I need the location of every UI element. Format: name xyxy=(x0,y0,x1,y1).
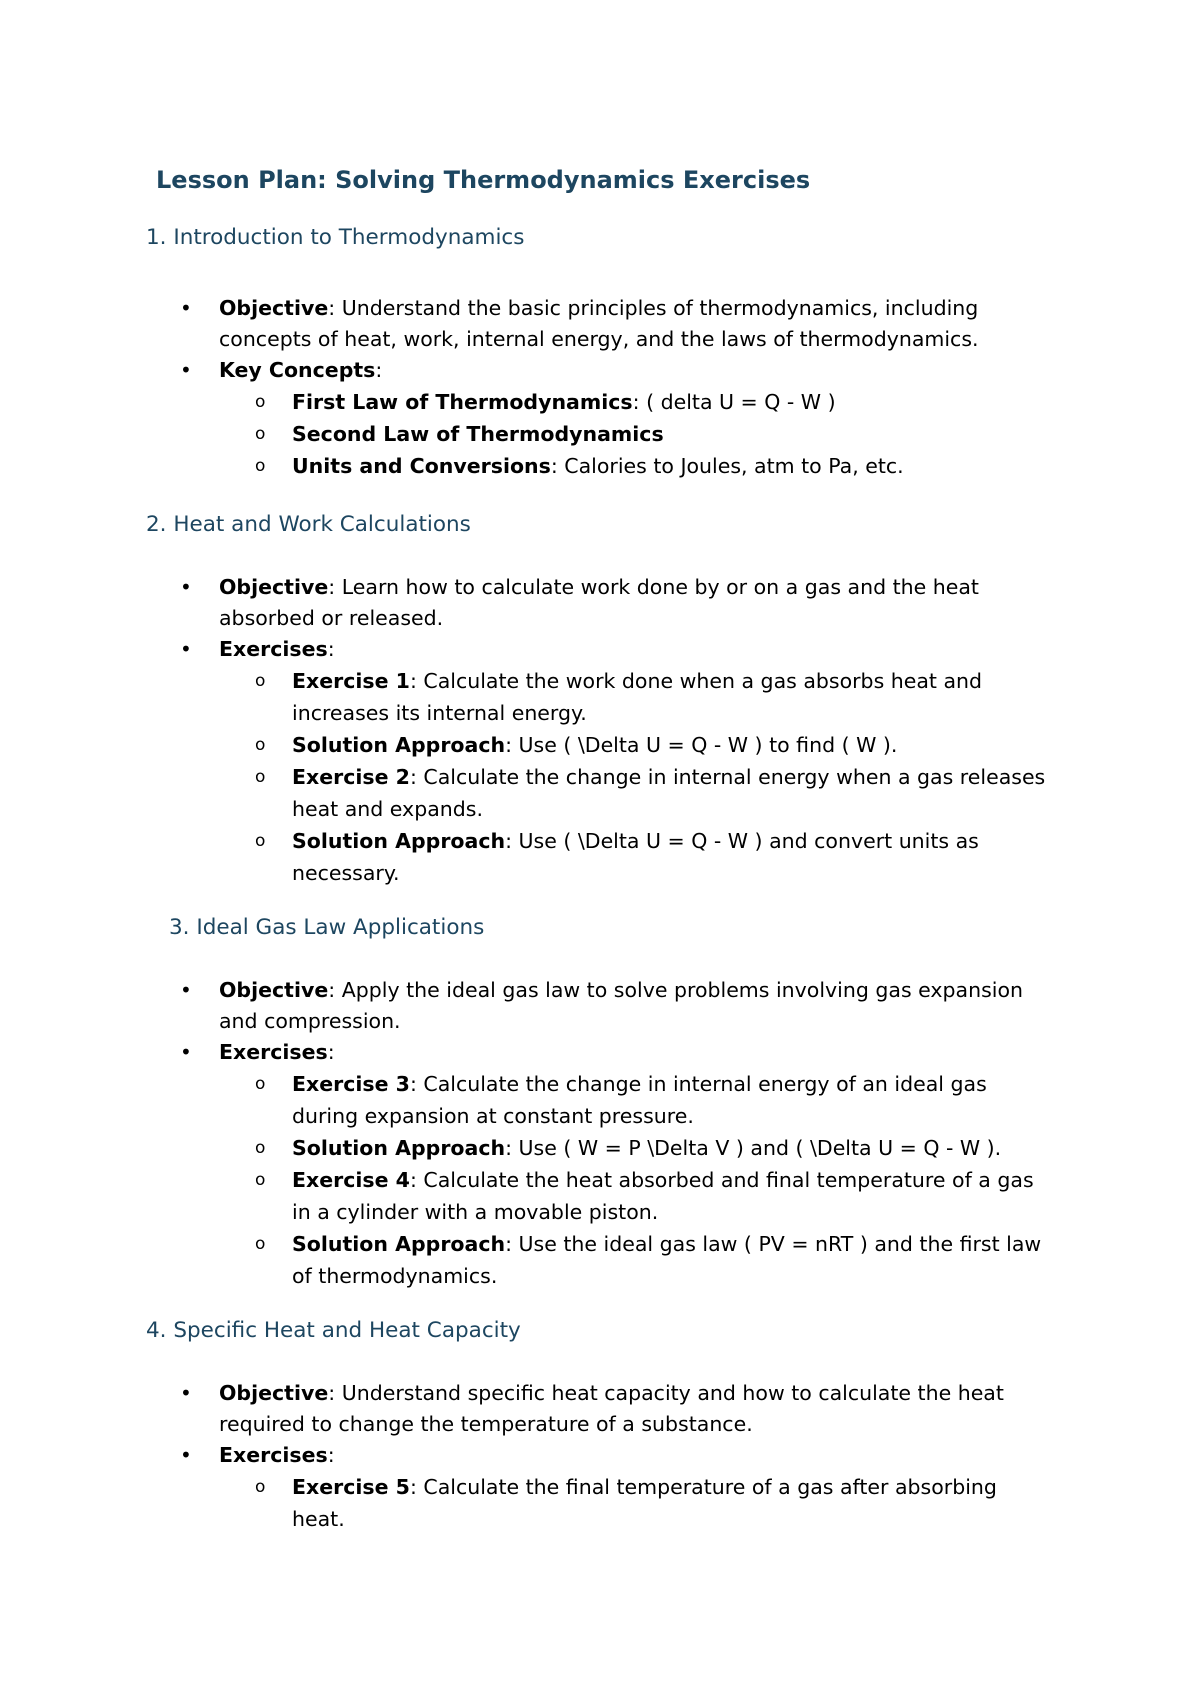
section-heading-2: 2. Heat and Work Calculations xyxy=(146,512,471,537)
sub-item-text: Use ( \Delta U = Q - W ) to find ( W ). xyxy=(518,733,898,757)
item-text: Understand specific heat capacity and how to calculate the heat required to change the temperature of a substance. xyxy=(219,1381,1004,1436)
sub-item-units xyxy=(219,450,1052,482)
section-1-objective xyxy=(0,293,1059,355)
sub-item-label: Solution Approach xyxy=(292,733,506,757)
sub-item-second-law xyxy=(219,418,1052,450)
bullet-icon: • xyxy=(180,358,192,382)
item-separator: : xyxy=(328,296,342,320)
bullet-icon: • xyxy=(180,637,192,661)
sub-item-exercise-3 xyxy=(219,1068,1052,1132)
item-label: Objective xyxy=(219,575,329,599)
circle-bullet-icon: o xyxy=(255,1074,266,1094)
item-label: Exercises xyxy=(219,1040,328,1064)
section-3-exercises xyxy=(0,1037,1059,1292)
circle-bullet-icon: o xyxy=(255,456,266,476)
sub-item-label: Solution Approach xyxy=(292,1136,506,1160)
sub-item-label: Exercise 2 xyxy=(292,765,410,789)
section-2-objective xyxy=(0,572,1059,634)
bullet-icon: • xyxy=(180,1443,192,1467)
circle-bullet-icon: o xyxy=(255,424,266,444)
circle-bullet-icon: o xyxy=(255,392,266,412)
sub-item-separator: : xyxy=(409,1072,424,1096)
sub-item-separator: : xyxy=(505,829,519,853)
bullet-icon: • xyxy=(180,296,192,320)
key-concepts-sublist xyxy=(219,386,1059,482)
sub-item-separator: : xyxy=(505,1136,519,1160)
sub-item-text: Calculate the heat absorbed and final temperature of a gas in a cylinder with a movable piston. xyxy=(292,1168,1034,1224)
exercises-sublist xyxy=(219,1068,1059,1292)
section-3-list xyxy=(0,975,1200,1292)
bullet-icon: • xyxy=(180,575,192,599)
item-label: Key Concepts xyxy=(219,358,376,382)
sub-item-separator: : xyxy=(409,765,424,789)
document-title: Lesson Plan: Solving Thermodynamics Exercises xyxy=(156,166,811,194)
sub-item-text: Use ( \Delta U = Q - W ) and convert units as necessary. xyxy=(292,829,979,885)
circle-bullet-icon: o xyxy=(255,735,266,755)
item-separator: : xyxy=(375,358,383,382)
item-separator: : xyxy=(328,575,342,599)
circle-bullet-icon: o xyxy=(255,1234,266,1254)
sub-item-text: Use ( W = P \Delta V ) and ( \Delta U = Q - W ). xyxy=(518,1136,1002,1160)
item-separator: : xyxy=(328,1381,342,1405)
circle-bullet-icon: o xyxy=(255,1477,266,1497)
sub-item-separator: : xyxy=(550,454,565,478)
circle-bullet-icon: o xyxy=(255,1170,266,1190)
item-separator: : xyxy=(328,978,342,1002)
sub-item-text: Use the ideal gas law ( PV = nRT ) and the first law of thermodynamics. xyxy=(292,1232,1042,1288)
item-text: Learn how to calculate work done by or on a gas and the heat absorbed or released. xyxy=(219,575,979,630)
sub-item-label: Exercise 3 xyxy=(292,1072,410,1096)
sub-item-separator: : xyxy=(409,1475,424,1499)
sub-item-label: Solution Approach xyxy=(292,1232,506,1256)
sub-item-first-law xyxy=(219,386,1052,418)
item-label: Objective xyxy=(219,1381,329,1405)
sub-item-solution-2 xyxy=(219,825,1052,889)
item-label: Exercises xyxy=(219,637,328,661)
sub-item-separator: : xyxy=(632,390,647,414)
sub-item-text: Calculate the final temperature of a gas after absorbing heat. xyxy=(292,1475,997,1531)
section-heading-4: 4. Specific Heat and Heat Capacity xyxy=(146,1318,521,1343)
item-text: Understand the basic principles of thermodynamics, including concepts of heat, work, internal energy, and the laws of thermodynamics. xyxy=(219,296,979,351)
sub-item-text: Calculate the work done when a gas absorbs heat and increases its internal energy. xyxy=(292,669,983,725)
sub-item-label: Units and Conversions xyxy=(292,454,551,478)
item-label: Objective xyxy=(219,296,329,320)
circle-bullet-icon: o xyxy=(255,831,266,851)
sub-item-label: Exercise 4 xyxy=(292,1168,410,1192)
sub-item-exercise-4 xyxy=(219,1164,1052,1228)
sub-item-text: Calculate the change in internal energy when a gas releases heat and expands. xyxy=(292,765,1046,821)
section-4-list xyxy=(0,1378,1200,1535)
circle-bullet-icon: o xyxy=(255,767,266,787)
item-label: Objective xyxy=(219,978,329,1002)
exercises-sublist xyxy=(219,665,1059,889)
section-heading-3: 3. Ideal Gas Law Applications xyxy=(169,915,485,940)
sub-item-label: Second Law of Thermodynamics xyxy=(292,422,664,446)
circle-bullet-icon: o xyxy=(255,1138,266,1158)
section-4-exercises xyxy=(0,1440,1059,1535)
section-2-list xyxy=(0,572,1200,889)
bullet-icon: • xyxy=(180,1381,192,1405)
circle-bullet-icon: o xyxy=(255,671,266,691)
sub-item-text: ( delta U = Q - W ) xyxy=(646,390,836,414)
item-separator: : xyxy=(327,1040,335,1064)
sub-item-separator: : xyxy=(505,1232,519,1256)
sub-item-solution-1 xyxy=(219,729,1052,761)
section-3-objective xyxy=(0,975,1059,1037)
item-separator: : xyxy=(327,1443,335,1467)
item-separator: : xyxy=(327,637,335,661)
sub-item-separator: : xyxy=(505,733,519,757)
sub-item-text: Calculate the change in internal energy of an ideal gas during expansion at constant pressure. xyxy=(292,1072,987,1128)
section-2-exercises xyxy=(0,634,1059,889)
sub-item-separator: : xyxy=(409,1168,424,1192)
sub-item-solution-3 xyxy=(219,1132,1052,1164)
sub-item-label: Exercise 1 xyxy=(292,669,410,693)
item-text: Apply the ideal gas law to solve problems involving gas expansion and compression. xyxy=(219,978,1024,1033)
sub-item-solution-4 xyxy=(219,1228,1052,1292)
item-label: Exercises xyxy=(219,1443,328,1467)
exercises-sublist xyxy=(219,1471,1059,1535)
sub-item-exercise-1 xyxy=(219,665,1052,729)
section-1-list xyxy=(0,293,1200,482)
section-1-key-concepts xyxy=(0,355,1059,482)
section-4-objective xyxy=(0,1378,1059,1440)
sub-item-exercise-5 xyxy=(219,1471,1052,1535)
section-heading-1: 1. Introduction to Thermodynamics xyxy=(146,225,525,250)
sub-item-label: Solution Approach xyxy=(292,829,506,853)
sub-item-label: Exercise 5 xyxy=(292,1475,410,1499)
sub-item-text: Calories to Joules, atm to Pa, etc. xyxy=(564,454,904,478)
bullet-icon: • xyxy=(180,978,192,1002)
sub-item-separator: : xyxy=(409,669,424,693)
sub-item-exercise-2 xyxy=(219,761,1052,825)
bullet-icon: • xyxy=(180,1040,192,1064)
sub-item-label: First Law of Thermodynamics xyxy=(292,390,633,414)
